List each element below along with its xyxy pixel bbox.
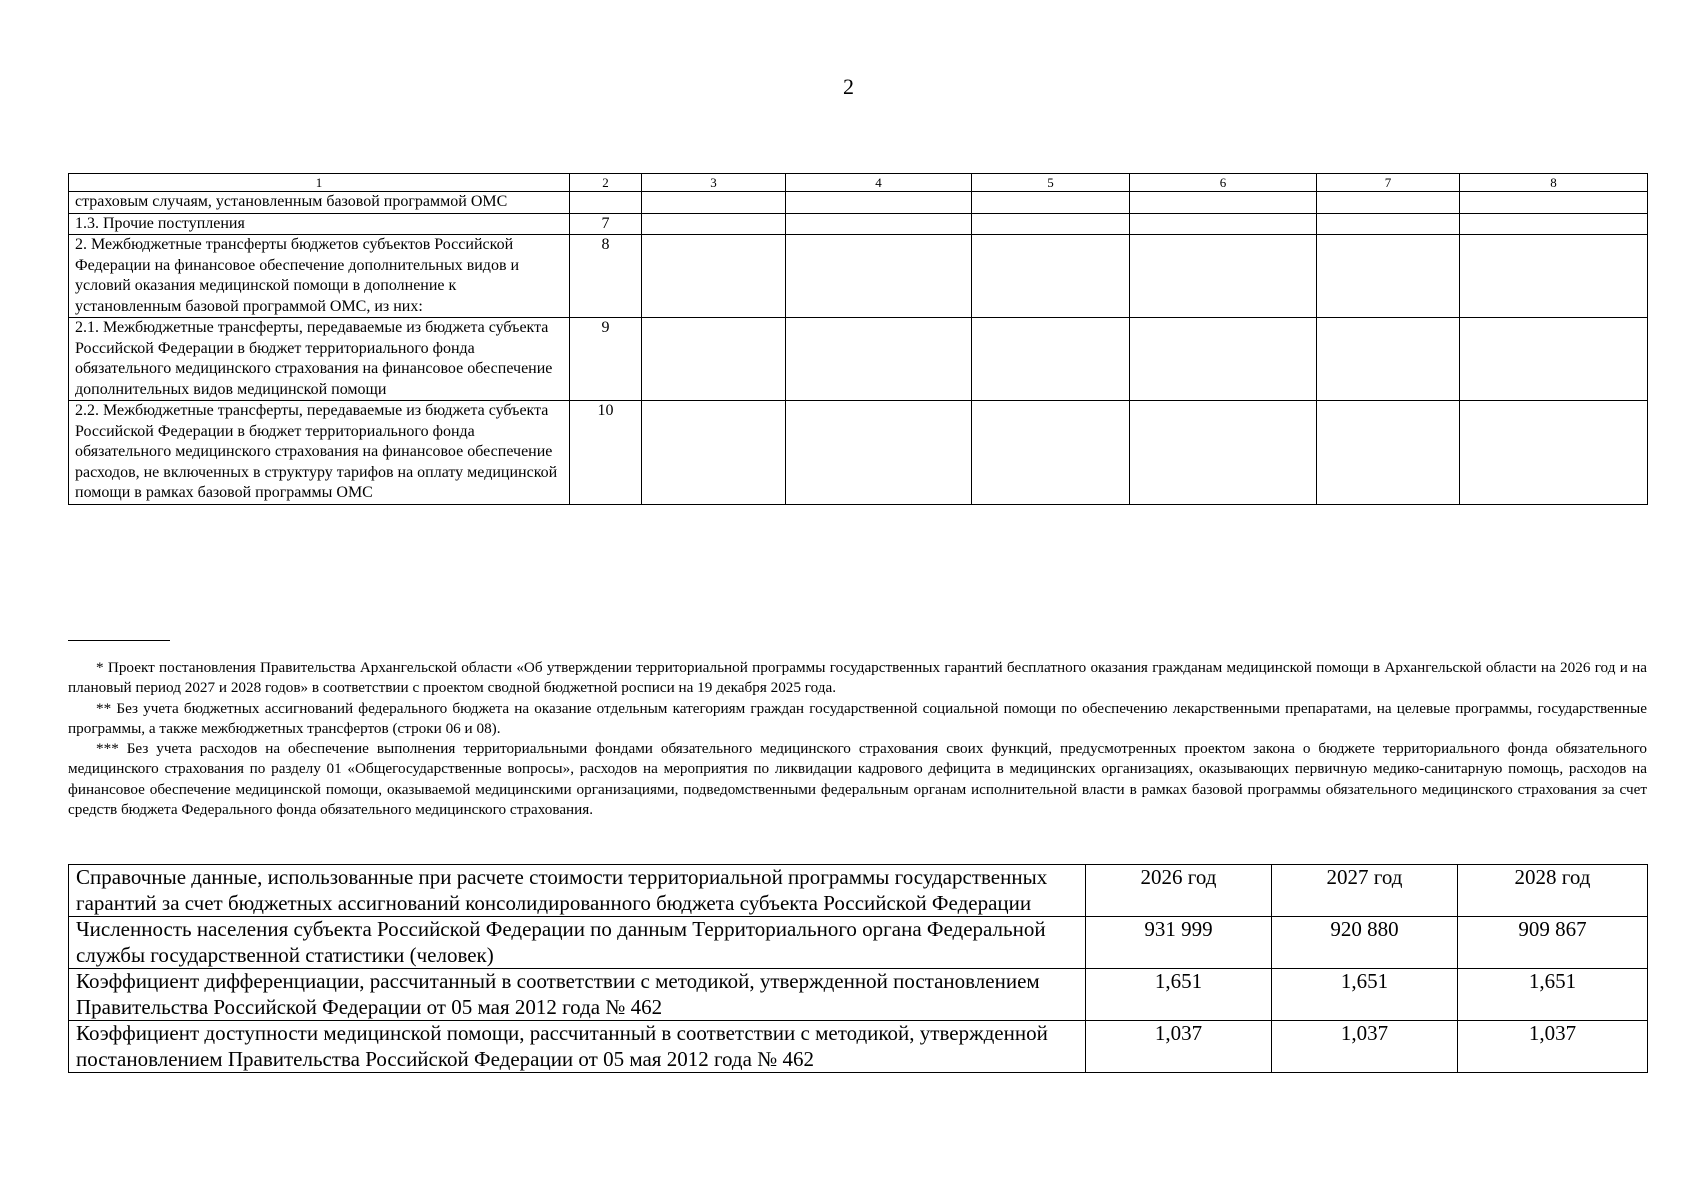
table-row bbox=[69, 235, 1648, 318]
column-number: 8 bbox=[1460, 174, 1648, 192]
reference-header-row bbox=[69, 865, 1648, 917]
reference-row-label: Численность населения субъекта Российской Федерации по данным Территориального органа Федеральной службы государственной статистики (человек) bbox=[69, 917, 1086, 969]
empty-cell bbox=[1317, 235, 1460, 318]
empty-cell bbox=[786, 192, 972, 214]
footnote: *** Без учета расходов на обеспечение выполнения территориальными фондами обязательного медицинского страхования своих функций, предусмотренных проектом закона о бюджете территориального фонда обязательного медицинского страхования по разделу 01 «Общегосударственные вопросы», расходов на мероприятия по ликвидации кадрового дефицита в медицинских организациях, оказывающих первичную медико-санитарную помощь, расходов на финансовое обеспечение медицинской помощи, оказываемой медицинскими организациями, подведомственными федеральным органам исполнительной власти в рамках базовой программы обязательного медицинского страхования за счет средств бюджета Федерального фонда обязательного медицинского страхования. bbox=[68, 740, 1647, 819]
empty-cell bbox=[1460, 401, 1648, 505]
column-number: 4 bbox=[786, 174, 972, 192]
table-row bbox=[69, 192, 1648, 214]
row-label: 2.1. Межбюджетные трансферты, передаваемые из бюджета субъекта Российской Федерации в бюджет территориального фонда обязательного медицинского страхования на финансовое обеспечение дополнительных видов медицинской помощи bbox=[69, 318, 570, 401]
empty-cell bbox=[642, 213, 786, 235]
empty-cell bbox=[786, 318, 972, 401]
reference-table bbox=[68, 864, 1648, 1073]
empty-cell bbox=[972, 401, 1130, 505]
row-label: 2.2. Межбюджетные трансферты, передаваемые из бюджета субъекта Российской Федерации в бюджет территориального фонда обязательного медицинского страхования на финансовое обеспечение расходов, не включенных в структуру тарифов на оплату медицинской помощи в рамках базовой программы ОМС bbox=[69, 401, 570, 505]
reference-value: 1,651 bbox=[1086, 969, 1272, 1021]
empty-cell bbox=[1317, 192, 1460, 214]
page-number: 2 bbox=[843, 74, 854, 99]
empty-cell bbox=[1130, 213, 1317, 235]
year-header: 2026 год bbox=[1086, 865, 1272, 917]
reference-row bbox=[69, 969, 1648, 1021]
table-row bbox=[69, 213, 1648, 235]
empty-cell bbox=[642, 318, 786, 401]
row-label: страховым случаям, установленным базовой программой ОМС bbox=[69, 192, 570, 214]
year-header: 2027 год bbox=[1272, 865, 1458, 917]
empty-cell bbox=[642, 235, 786, 318]
footnote-separator bbox=[68, 640, 170, 641]
column-number: 7 bbox=[1317, 174, 1460, 192]
row-code bbox=[570, 192, 642, 214]
row-label: 1.3. Прочие поступления bbox=[69, 213, 570, 235]
empty-cell bbox=[642, 401, 786, 505]
empty-cell bbox=[1130, 235, 1317, 318]
reference-value: 1,037 bbox=[1086, 1021, 1272, 1073]
footnote: ** Без учета бюджетных ассигнований федерального бюджета на оказание отдельным категориям граждан государственной социальной помощи по обеспечению лекарственными препаратами, на целевые программы, государственные программы, а также межбюджетных трансфертов (строки 06 и 08). bbox=[68, 699, 1647, 737]
empty-cell bbox=[1130, 192, 1317, 214]
empty-cell bbox=[1460, 192, 1648, 214]
reference-value: 920 880 bbox=[1272, 917, 1458, 969]
empty-cell bbox=[786, 213, 972, 235]
footnotes bbox=[68, 658, 1647, 820]
reference-value: 1,037 bbox=[1458, 1021, 1648, 1073]
reference-value: 909 867 bbox=[1458, 917, 1648, 969]
reference-row-label: Коэффициент доступности медицинской помощи, рассчитанный в соответствии с методикой, утвержденной постановлением Правительства Российской Федерации от 05 мая 2012 года № 462 bbox=[69, 1021, 1086, 1073]
reference-row bbox=[69, 917, 1648, 969]
column-number: 3 bbox=[642, 174, 786, 192]
reference-row bbox=[69, 1021, 1648, 1073]
empty-cell bbox=[1460, 318, 1648, 401]
table-row bbox=[69, 318, 1648, 401]
row-code: 10 bbox=[570, 401, 642, 505]
empty-cell bbox=[972, 192, 1130, 214]
empty-cell bbox=[1460, 213, 1648, 235]
row-code: 7 bbox=[570, 213, 642, 235]
column-number-row bbox=[69, 174, 1648, 192]
reference-value: 1,037 bbox=[1272, 1021, 1458, 1073]
empty-cell bbox=[972, 235, 1130, 318]
empty-cell bbox=[972, 318, 1130, 401]
empty-cell bbox=[1130, 318, 1317, 401]
reference-value: 1,651 bbox=[1458, 969, 1648, 1021]
column-number: 2 bbox=[570, 174, 642, 192]
empty-cell bbox=[1460, 235, 1648, 318]
column-number: 5 bbox=[972, 174, 1130, 192]
empty-cell bbox=[1317, 213, 1460, 235]
empty-cell bbox=[1130, 401, 1317, 505]
column-number: 1 bbox=[69, 174, 570, 192]
empty-cell bbox=[1317, 318, 1460, 401]
reference-value: 931 999 bbox=[1086, 917, 1272, 969]
reference-value: 1,651 bbox=[1272, 969, 1458, 1021]
empty-cell bbox=[1317, 401, 1460, 505]
main-table bbox=[68, 173, 1648, 505]
empty-cell bbox=[642, 192, 786, 214]
year-header: 2028 год bbox=[1458, 865, 1648, 917]
reference-header-label: Справочные данные, использованные при расчете стоимости территориальной программы государственных гарантий за счет бюджетных ассигнований консолидированного бюджета субъекта Российской Федерации bbox=[69, 865, 1086, 917]
reference-row-label: Коэффициент дифференциации, рассчитанный в соответствии с методикой, утвержденной постановлением Правительства Российской Федерации от 05 мая 2012 года № 462 bbox=[69, 969, 1086, 1021]
table-row bbox=[69, 401, 1648, 505]
empty-cell bbox=[972, 213, 1130, 235]
footnote: * Проект постановления Правительства Архангельской области «Об утверждении территориальной программы государственных гарантий бесплатного оказания гражданам медицинской помощи в Архангельской области на 2026 год и на плановый период 2027 и 2028 годов» в соответствии с проектом сводной бюджетной росписи на 19 декабря 2025 года. bbox=[68, 659, 1647, 697]
empty-cell bbox=[786, 401, 972, 505]
column-number: 6 bbox=[1130, 174, 1317, 192]
row-label: 2. Межбюджетные трансферты бюджетов субъектов Российской Федерации на финансовое обеспечение дополнительных видов и условий оказания медицинской помощи в дополнение к установленным базовой программой ОМС, из них: bbox=[69, 235, 570, 318]
row-code: 9 bbox=[570, 318, 642, 401]
row-code: 8 bbox=[570, 235, 642, 318]
empty-cell bbox=[786, 235, 972, 318]
